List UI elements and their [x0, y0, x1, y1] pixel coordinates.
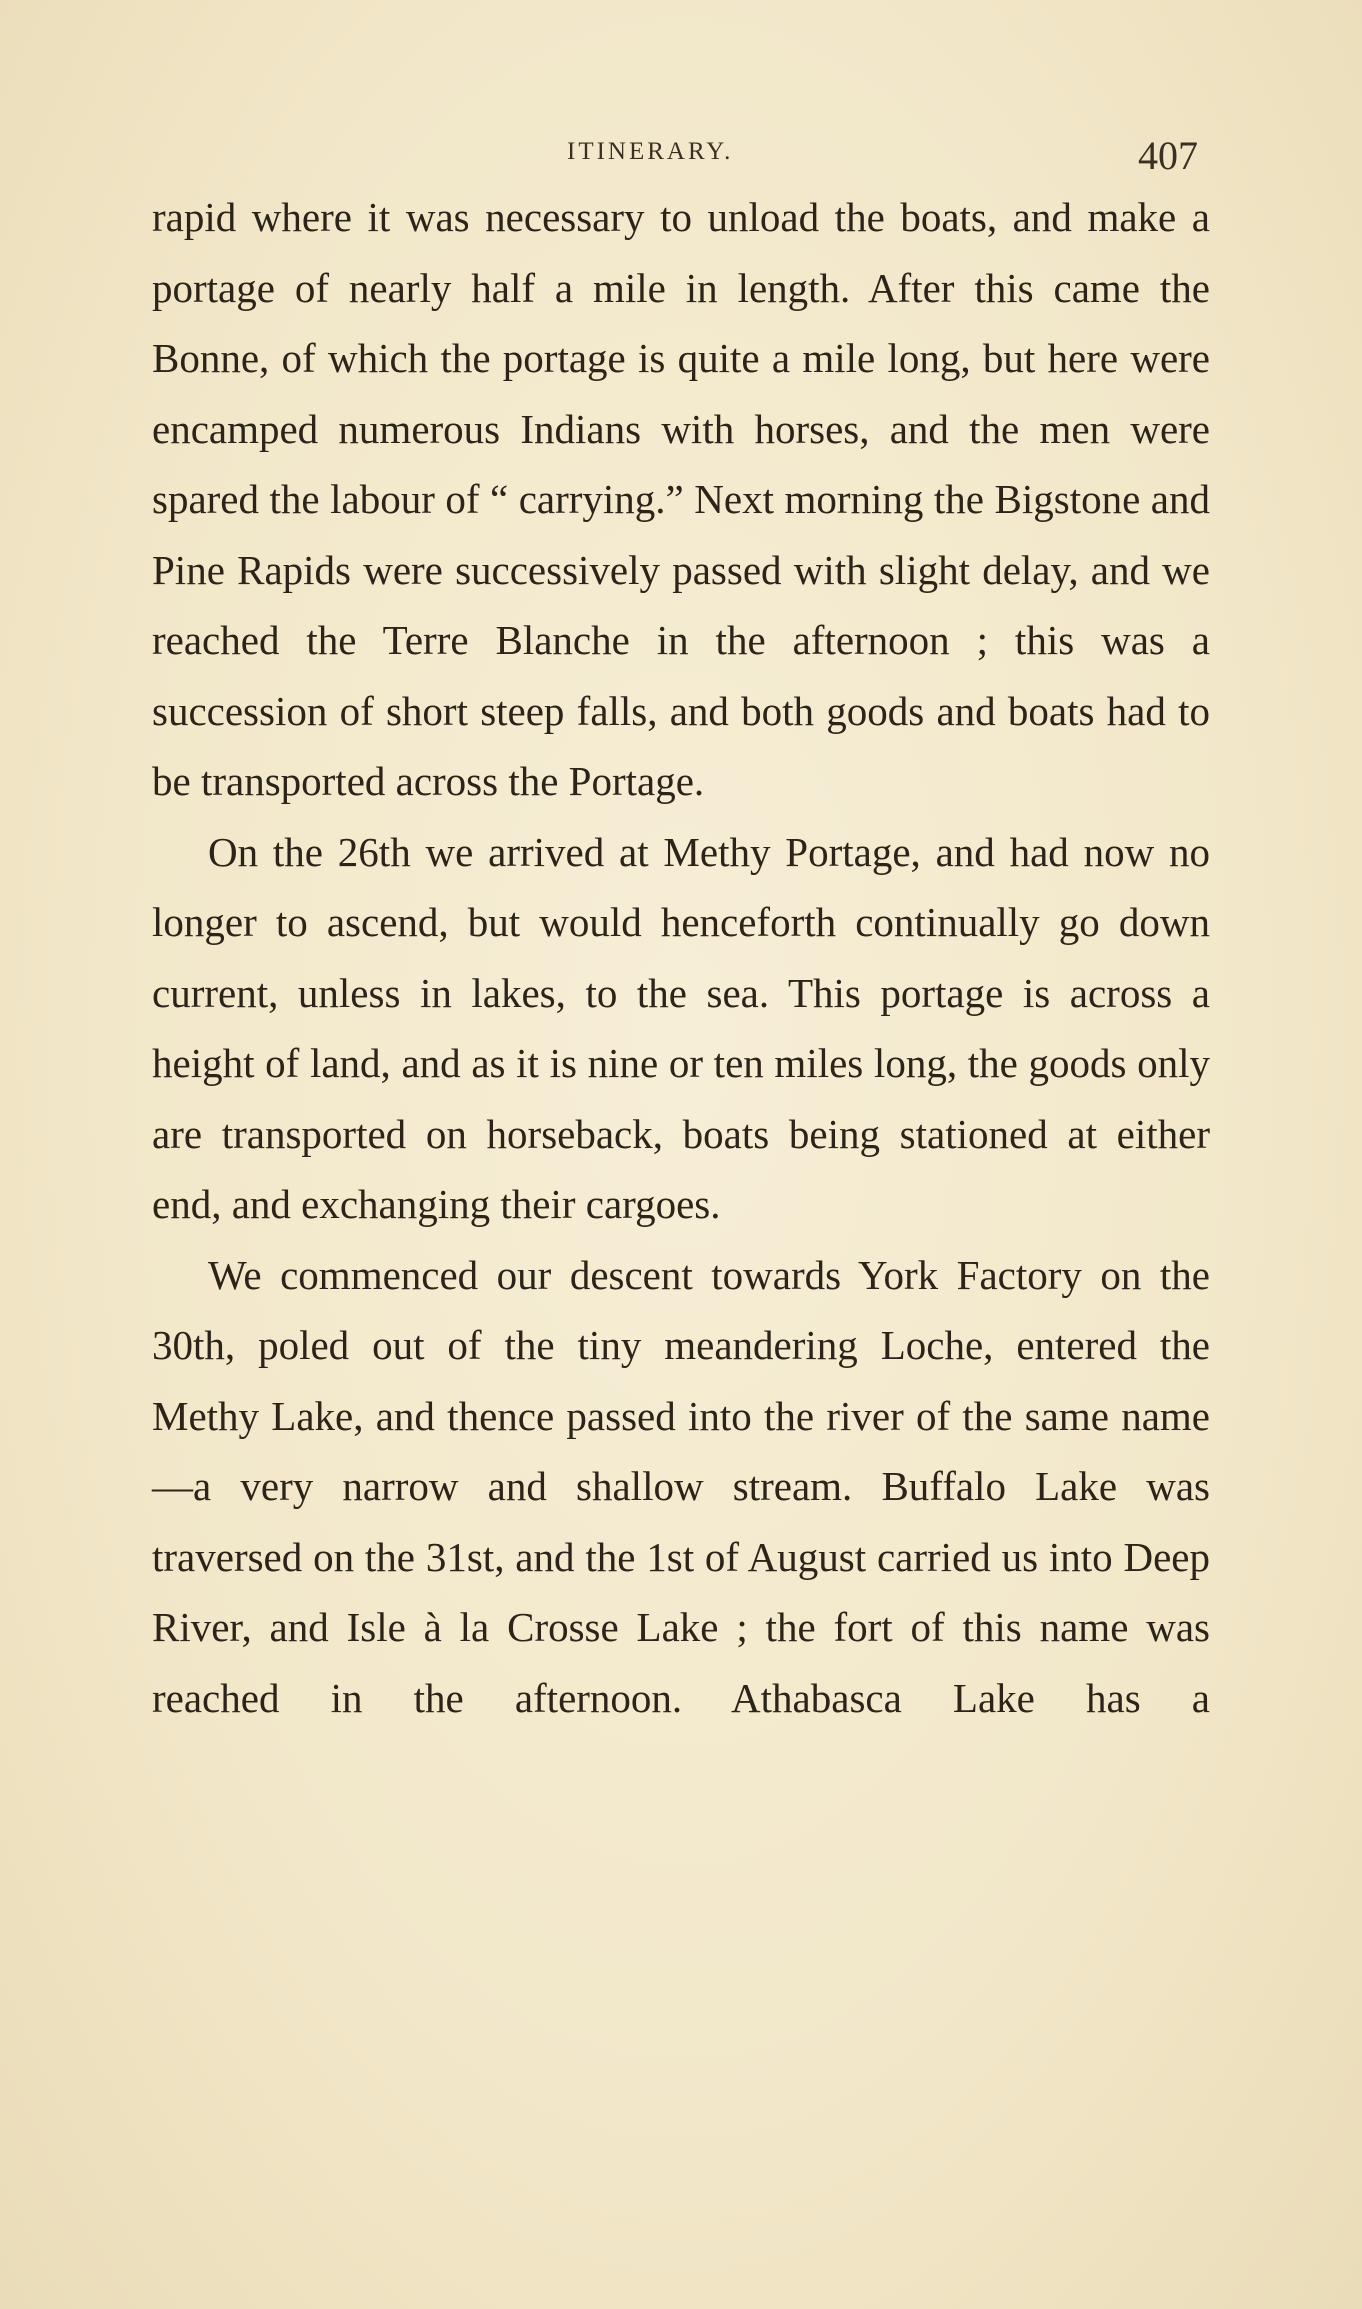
body-text	[152, 182, 1210, 1733]
page-number: 407	[1138, 133, 1198, 178]
running-head	[0, 132, 1362, 182]
paragraph-descent: We commenced our descent towards York Factory on the 30th, poled out of the tiny meandering Loche, entered the Methy Lake, and thence passed into the river of the same name—a very narrow and shallow stream. Buffalo Lake was traversed on the 31st, and the 1st of August carried us into Deep River, and Isle à la Crosse Lake ; the fort of this name was reached in the afternoon. Athabasca Lake has a	[152, 1251, 1210, 1721]
running-head-title: ITINERARY.	[567, 138, 734, 165]
paragraph-methy-portage: On the 26th we arrived at Methy Portage, and had now no longer to ascend, but would henceforth continually go down current, unless in lakes, to the sea. This portage is across a height of land, and as it is nine or ten miles long, the goods only are transported on horseback, boats being stationed at either end, and exchanging their cargoes.	[152, 828, 1210, 1227]
paragraph-continued: rapid where it was necessary to unload the boats, and make a portage of nearly half a mile in length. After this came the Bonne, of which the portage is quite a mile long, but here were encamped numerous Indians with horses, and the men were spared the labour of “ carrying.” Next morning the Bigstone and Pine Rapids were successively passed with slight delay, and we reached the Terre Blanche in the afternoon ; this was a succession of short steep falls, and both goods and boats had to be transported across the Portage.	[152, 194, 1210, 804]
